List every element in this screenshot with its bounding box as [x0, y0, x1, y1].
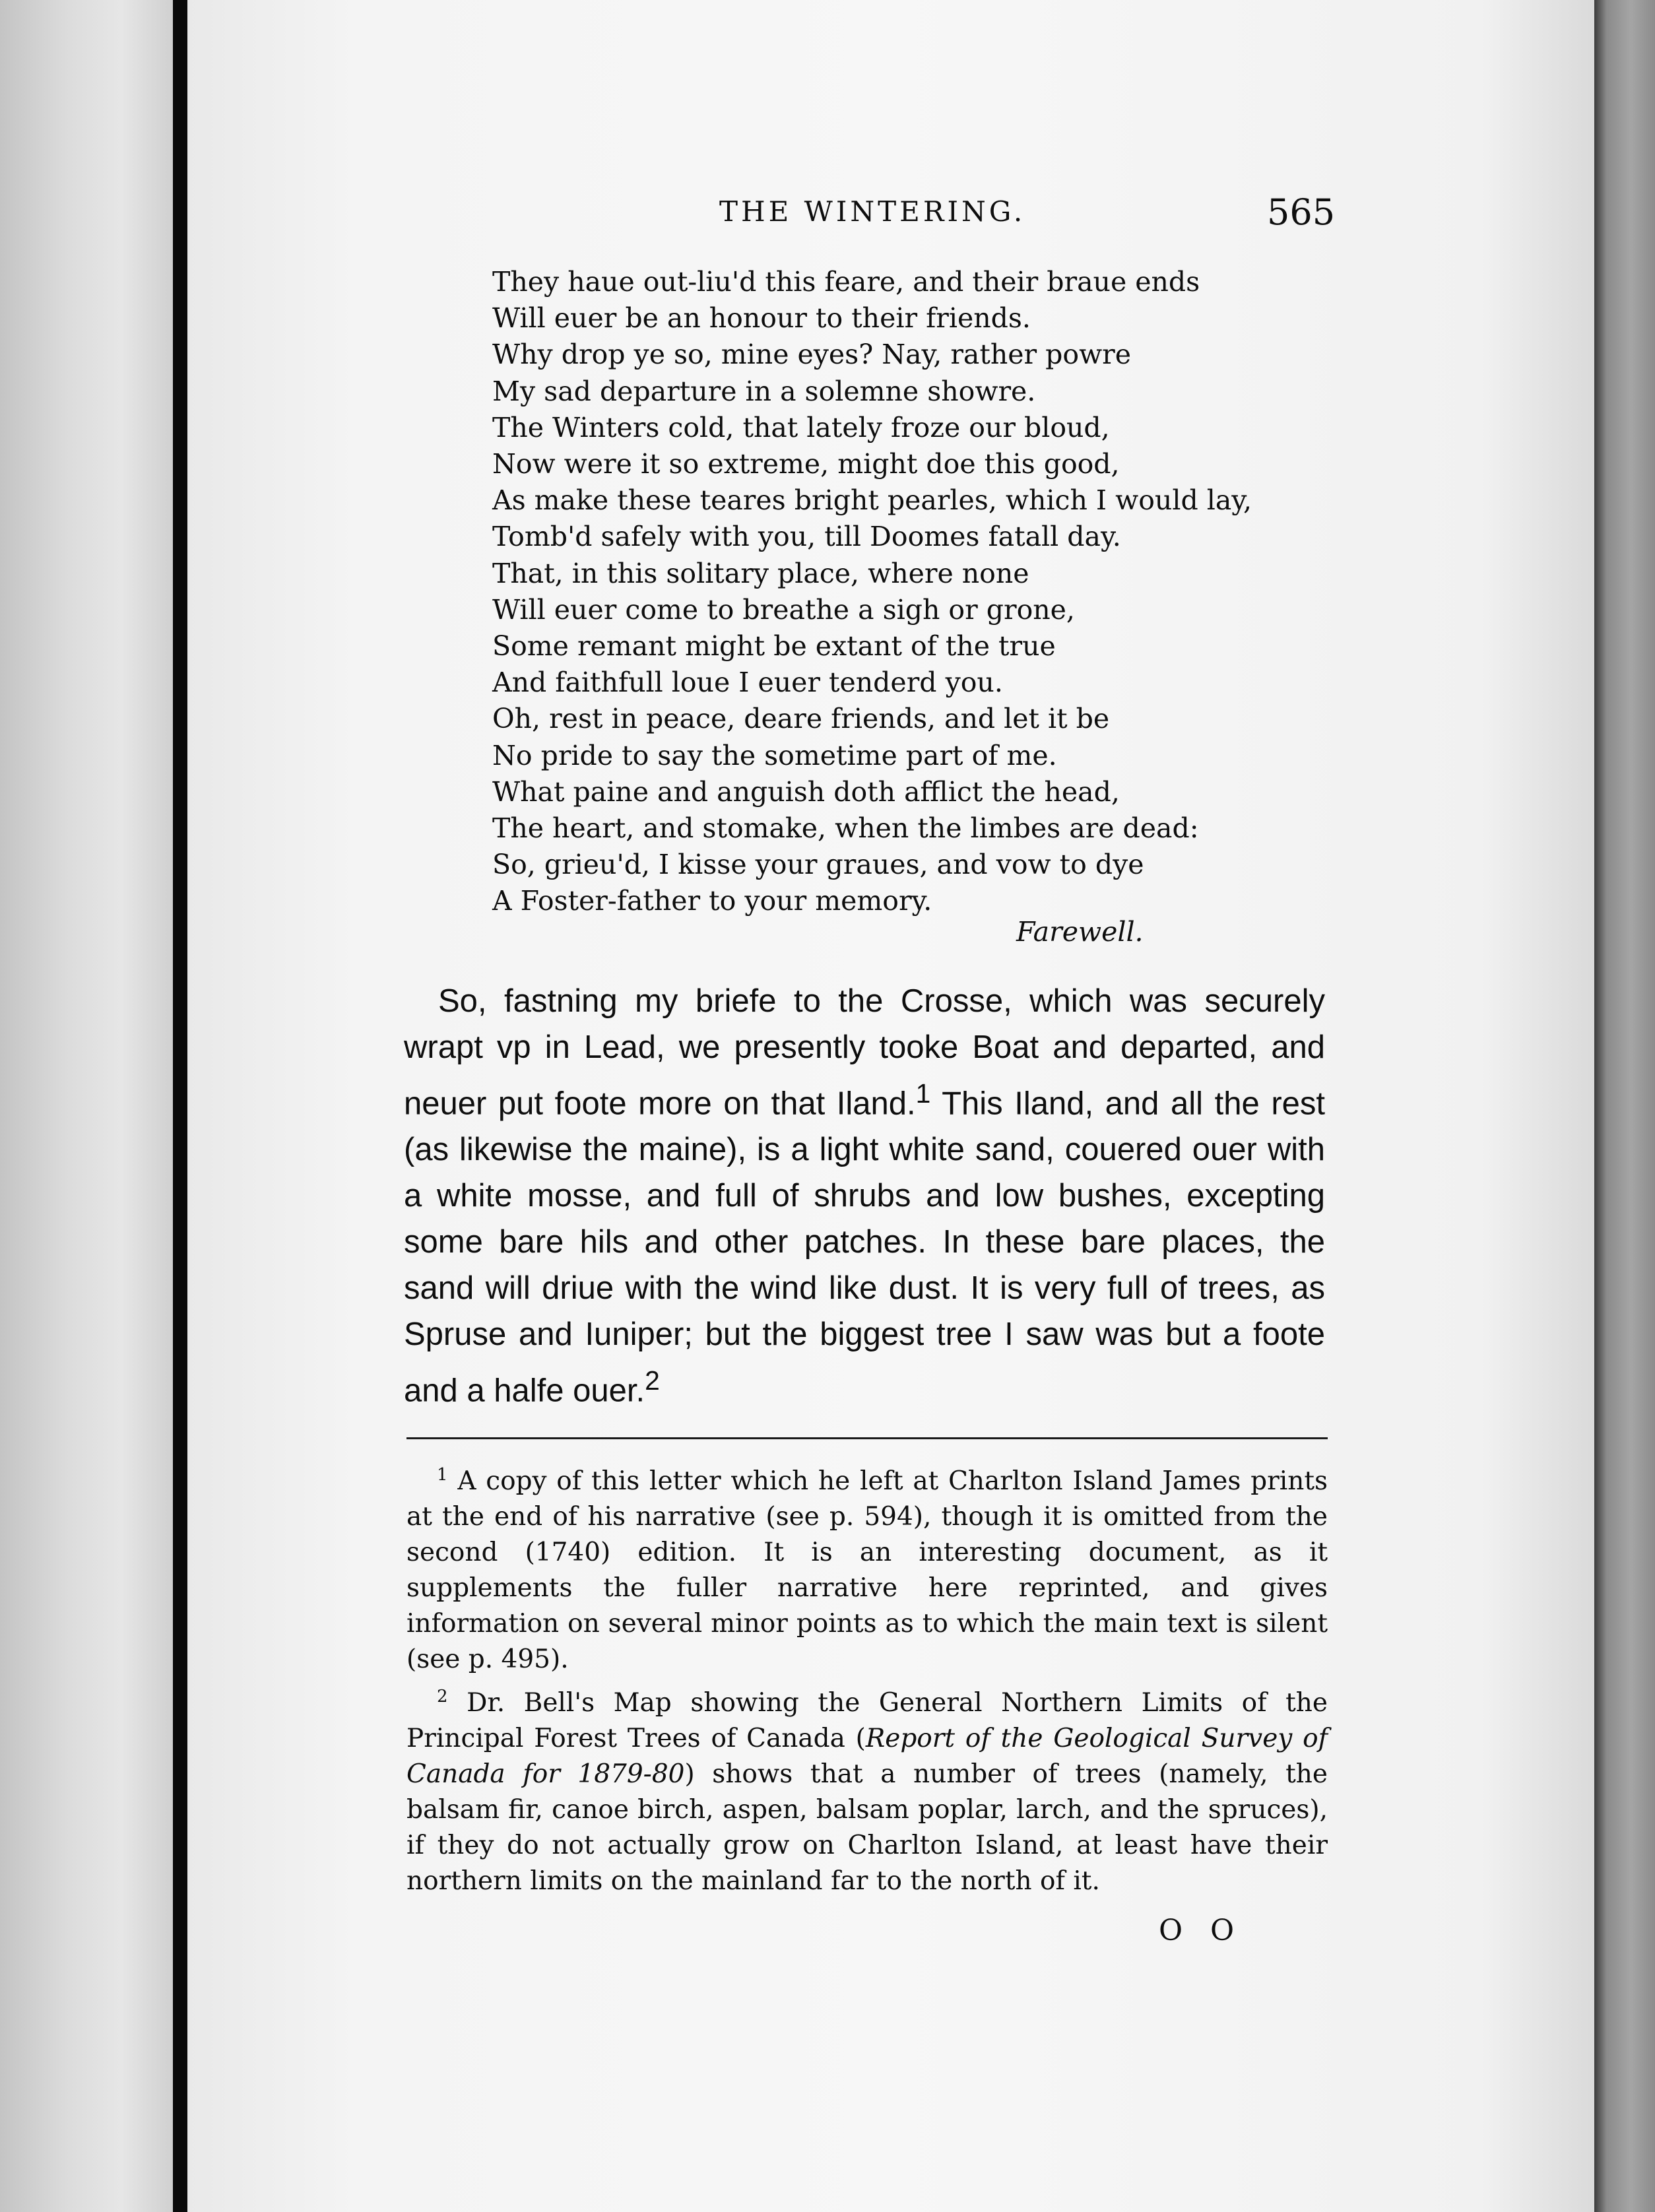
page-number: 565: [1267, 191, 1336, 233]
footnote-marker: 2: [437, 1687, 448, 1707]
poem-line: What paine and anguish doth afflict the head,: [492, 775, 1120, 808]
poem-line: That, in this solitary place, where none: [492, 557, 1029, 589]
poem-line: They haue out-liu'd this feare, and their braue ends: [492, 266, 1200, 298]
poem-signoff: Farewell.: [1016, 916, 1144, 948]
paragraph-text: This Iland, and all the rest (as likewise the maine), is a light white sand, couered ouer with a white mosse, and full of shrubs and low bushes, excepting some bare hils and other patches. In these bare places, the sand will driue with the wind like dust. It is very full of trees, as Spruse and Iuniper; but the biggest tree I saw was but a foote and a halfe ouer.: [404, 1086, 1325, 1409]
footnote-ref-1[interactable]: 1: [915, 1078, 931, 1109]
book-gutter: [173, 0, 187, 2212]
paragraph-text: So, fastning my briefe to the Crosse, which was securely wrapt vp in Lead, we presently tooke Boat and departed, and neuer put foote more on that Iland.: [404, 983, 1325, 1122]
poem-line: Why drop ye so, mine eyes? Nay, rather powre: [492, 339, 1132, 371]
poem-line: The heart, and stomake, when the limbes are dead:: [492, 812, 1199, 845]
footnote-2: [406, 1679, 1328, 1899]
facing-page-edge: [0, 0, 173, 2212]
footnote-text: ) shows that a number of trees (namely, the balsam fir, canoe birch, aspen, balsam poplar, larch, and the spruces), if they do not actually grow on Charlton Island, at least have their northern limits on the mainland far to the north of it.: [406, 1759, 1328, 1896]
poem-line: Will euer come to breathe a sigh or grone,: [492, 593, 1075, 626]
poem-line: And faithfull loue I euer tenderd you.: [492, 667, 1003, 699]
footnote-text: Dr. Bell's Map showing the General Northern Limits of the Principal Forest Trees of Canada (: [406, 1688, 1328, 1753]
signature-mark: O O: [1159, 1914, 1244, 1947]
poem-line: Tomb'd safely with you, till Doomes fatall day.: [492, 521, 1121, 553]
footnote-ref-2[interactable]: 2: [645, 1365, 660, 1396]
body-paragraph: [404, 978, 1325, 1414]
poem-line: The Winters cold, that lately froze our bloud,: [492, 411, 1110, 443]
footnote-divider: [406, 1437, 1328, 1439]
footnote-1: [406, 1457, 1328, 1677]
footnote-citation: Report of the Geological Survey of Canada for 1879-80: [406, 1724, 1328, 1789]
footnotes: [406, 1457, 1328, 1901]
poem-line: Some remant might be extant of the true: [492, 630, 1056, 663]
poem-line: My sad departure in a solemne showre.: [492, 375, 1036, 407]
poem-line: No pride to say the sometime part of me.: [492, 739, 1057, 771]
running-title: THE WINTERING.: [719, 195, 1026, 228]
poem-line: As make these teares bright pearles, which I would lay,: [492, 484, 1252, 517]
footnote-marker: 1: [437, 1465, 448, 1485]
poem-line: Will euer be an honour to their friends.: [492, 302, 1031, 335]
poem-line: Oh, rest in peace, deare friends, and let it be: [492, 703, 1110, 735]
poem-line: A Foster-father to your memory.: [492, 885, 932, 917]
poem-line: Now were it so extreme, might doe this good,: [492, 448, 1120, 480]
poem-line: So, grieu'd, I kisse your graues, and vow to dye: [492, 849, 1144, 881]
page-edge-shadow: [1594, 0, 1655, 2212]
poem: [492, 264, 1258, 920]
footnote-text: A copy of this letter which he left at Charlton Island James prints at the end of his narrative (see p. 594), though it is omitted from the second (1740) edition. It is an interesting document, as it supplements the fuller narrative here reprinted, and gives information on several minor points as to which the main text is silent (see p. 495).: [406, 1466, 1328, 1674]
